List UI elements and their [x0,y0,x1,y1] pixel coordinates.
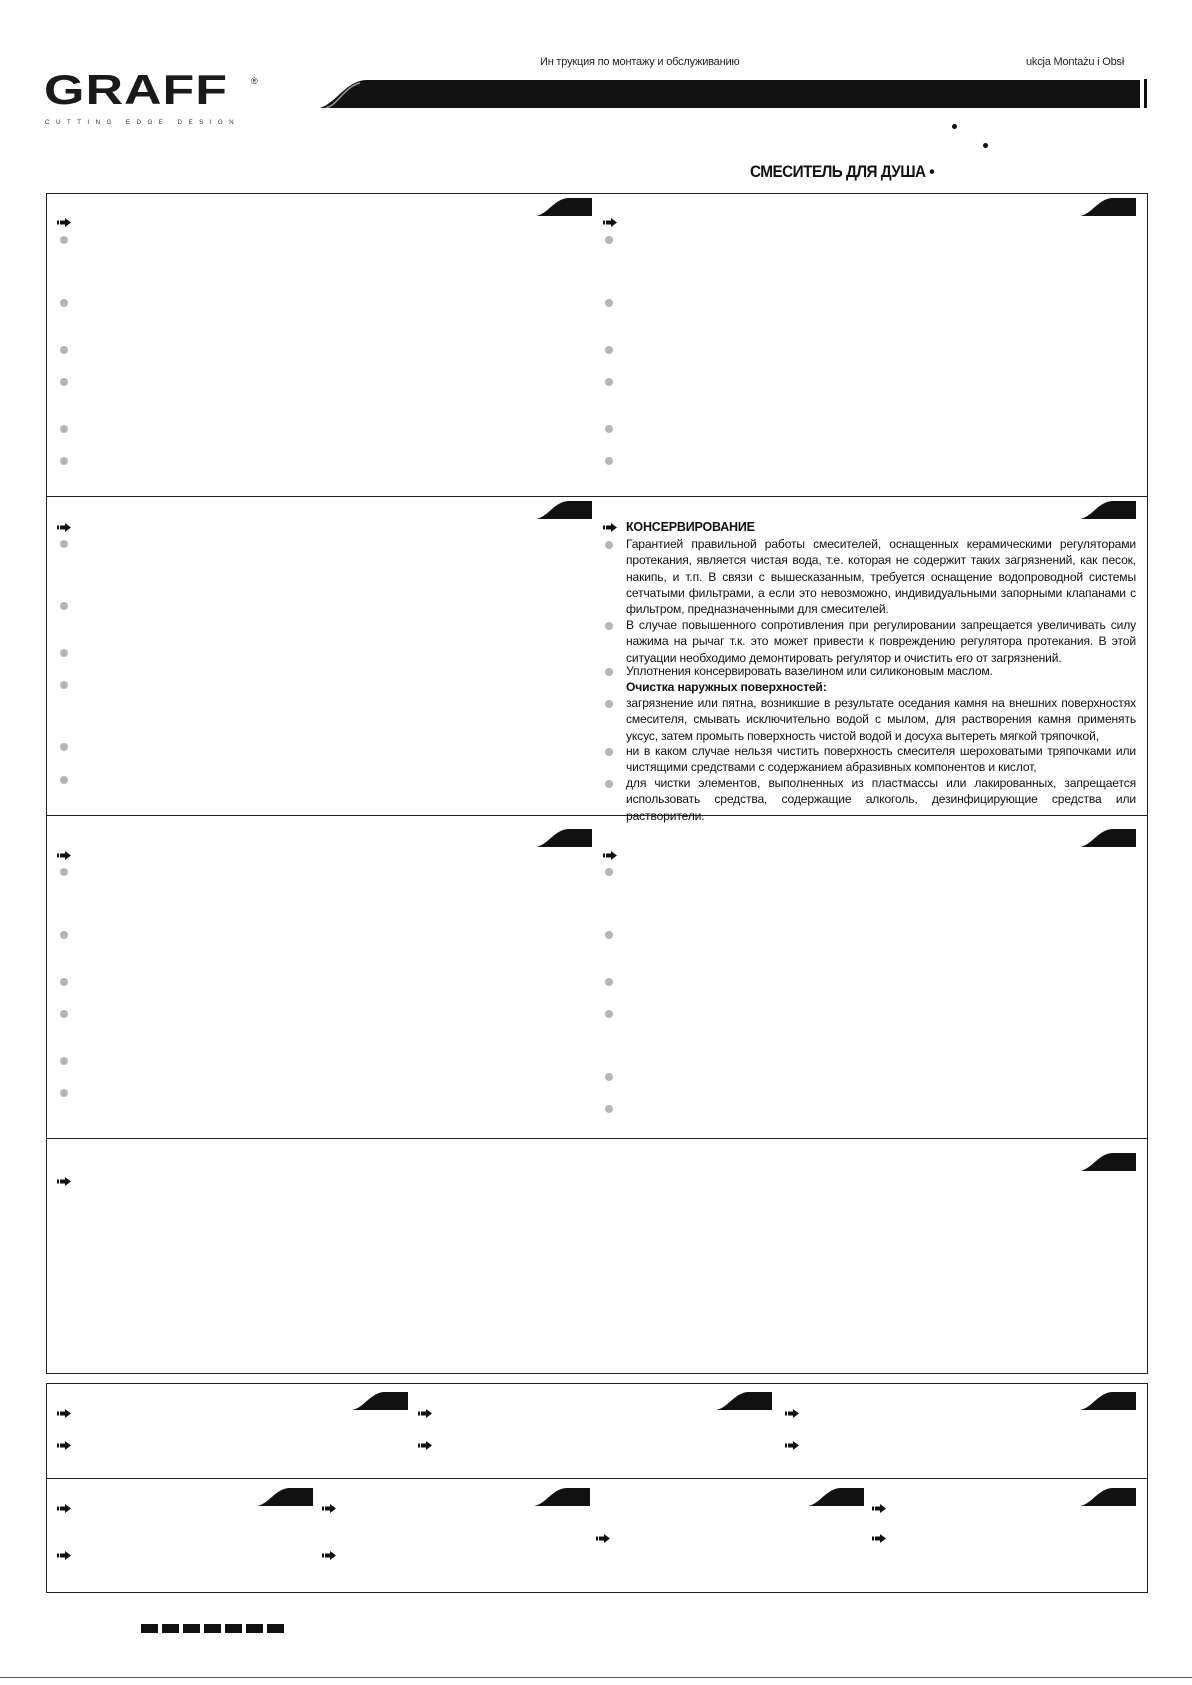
bullet-dot [605,425,613,433]
maintenance-heading: КОНСЕРВИРОВАНИЕ [626,520,755,534]
arrow-icon [57,1551,71,1560]
header-left-label: Ин трукция по монтажу и обслуживанию [540,56,740,68]
bullet-dot [60,236,68,244]
arrow-icon [322,1504,336,1513]
bullet-dot [60,378,68,386]
section-divider [46,496,1148,497]
bullet-dot [60,602,68,610]
arrow-icon [57,1177,71,1186]
bullet-dot [60,425,68,433]
bullet-dot [60,1010,68,1018]
logo-registered: ® [251,76,258,86]
bullet-dot [605,780,613,788]
section-divider [46,1478,1148,1479]
language-tab [1080,500,1136,519]
language-tab [1080,1487,1136,1506]
bullet-dot [60,681,68,689]
bullet-dot [60,457,68,465]
arrow-icon [418,1409,432,1418]
language-tab [716,1391,772,1410]
bullet-dot [60,649,68,657]
language-tab [1080,197,1136,216]
arrow-icon [57,523,71,532]
bullet-dot [60,978,68,986]
language-tab [534,1487,590,1506]
logo-brand: GRAFF [44,72,229,113]
bullet-dot [60,1089,68,1097]
bullet-dot [605,700,613,708]
arrow-icon [872,1534,886,1543]
arrow-icon [322,1551,336,1560]
maintenance-item: Гарантией правильной работы смесителей, оснащенных керамическими регуляторами протекания, является чистая вода, т.е. которая не содержит таких загрязнений, как песок, накипь, и т.п. В связи с вышесказанным, требуется оснащение водопроводной системы сетчатыми фильтрами, а если это невозможно, индивидуальными запорными клапанами с фильтром, предназначенными для смесителей. [626,537,1136,617]
bullet-dot [60,743,68,751]
language-tab [808,1487,864,1506]
bullet-dot [605,978,613,986]
bullet-dot [605,622,613,630]
bullet-dot [605,378,613,386]
bullet-dot [605,868,613,876]
arrow-icon [57,1441,71,1450]
cleaning-item: для чистки элементов, выполненных из пластмассы или лакированных, запрещается использовать средства, содержащие алкоголь, дезинфицирующие средства или растворители. [626,776,1136,823]
header-right-label: ukcja Montażu i Obsł [1026,56,1125,68]
graff-logo [44,72,264,128]
cleaning-item: ни в каком случае нельзя чистить поверхность смесителя шероховатыми тряпочками или чистящими средствами с содержанием абразивных компонентов и кислот, [626,744,1136,775]
language-tab [257,1487,313,1506]
cleaning-subheading: Очистка наружных поверхностей: [626,680,827,694]
bullet-dot [605,668,613,676]
footer-marker [141,1624,284,1633]
bottom-panel [46,1383,1148,1593]
arrow-icon [785,1441,799,1450]
header-bar [320,77,1150,108]
bullet-dot [605,346,613,354]
page-title: СМЕСИТЕЛЬ ДЛЯ ДУША • [750,162,935,181]
arrow-icon [603,523,617,532]
language-tab [536,197,592,216]
arrow-icon [603,218,617,227]
bullet-dot [605,457,613,465]
bullet-dot [605,299,613,307]
header-dot [952,124,957,129]
bullet-dot [60,540,68,548]
bullet-dot [605,931,613,939]
arrow-icon [603,851,617,860]
bullet-dot [605,1073,613,1081]
bullet-dot [60,776,68,784]
arrow-icon [57,1409,71,1418]
section-divider [46,1138,1148,1139]
language-tab [1080,828,1136,847]
bottom-rule [0,1677,1192,1678]
bullet-dot [60,1057,68,1065]
maintenance-item: Уплотнения консервировать вазелином или силиконовым маслом. [626,664,993,678]
cleaning-item: загрязнение или пятна, возникшие в результате оседания камня на внешних поверхностях смесителя, смывать исключительно водой с мылом, для растворения камня применять уксус, затем промыть поверхность чистой водой и досуха вытереть мягкой тряпочкой, [626,696,1136,743]
language-tab [1080,1391,1136,1410]
arrow-icon [785,1409,799,1418]
arrow-icon [57,218,71,227]
arrow-icon [57,1504,71,1513]
bullet-dot [605,236,613,244]
arrow-icon [57,851,71,860]
bullet-dot [60,346,68,354]
bullet-dot [605,541,613,549]
bullet-dot [60,931,68,939]
language-tab [352,1391,408,1410]
language-tab [536,828,592,847]
header-dot [983,143,988,148]
arrow-icon [596,1534,610,1543]
bullet-dot [605,1010,613,1018]
bullet-dot [605,1105,613,1113]
language-tab [1080,1152,1136,1171]
maintenance-item: В случае повышенного сопротивления при регулировании запрещается увеличивать силу нажима на рычаг т.к. это может привести к повреждению регулятора протекания. В этой ситуации необходимо демонтировать регулятор и очистить его от загрязнений. [626,618,1136,665]
bullet-dot [605,748,613,756]
bullet-dot [60,299,68,307]
arrow-icon [418,1441,432,1450]
logo-tagline: CUTTING EDGE DESIGN [45,119,241,126]
bullet-dot [60,868,68,876]
arrow-icon [872,1504,886,1513]
language-tab [536,500,592,519]
